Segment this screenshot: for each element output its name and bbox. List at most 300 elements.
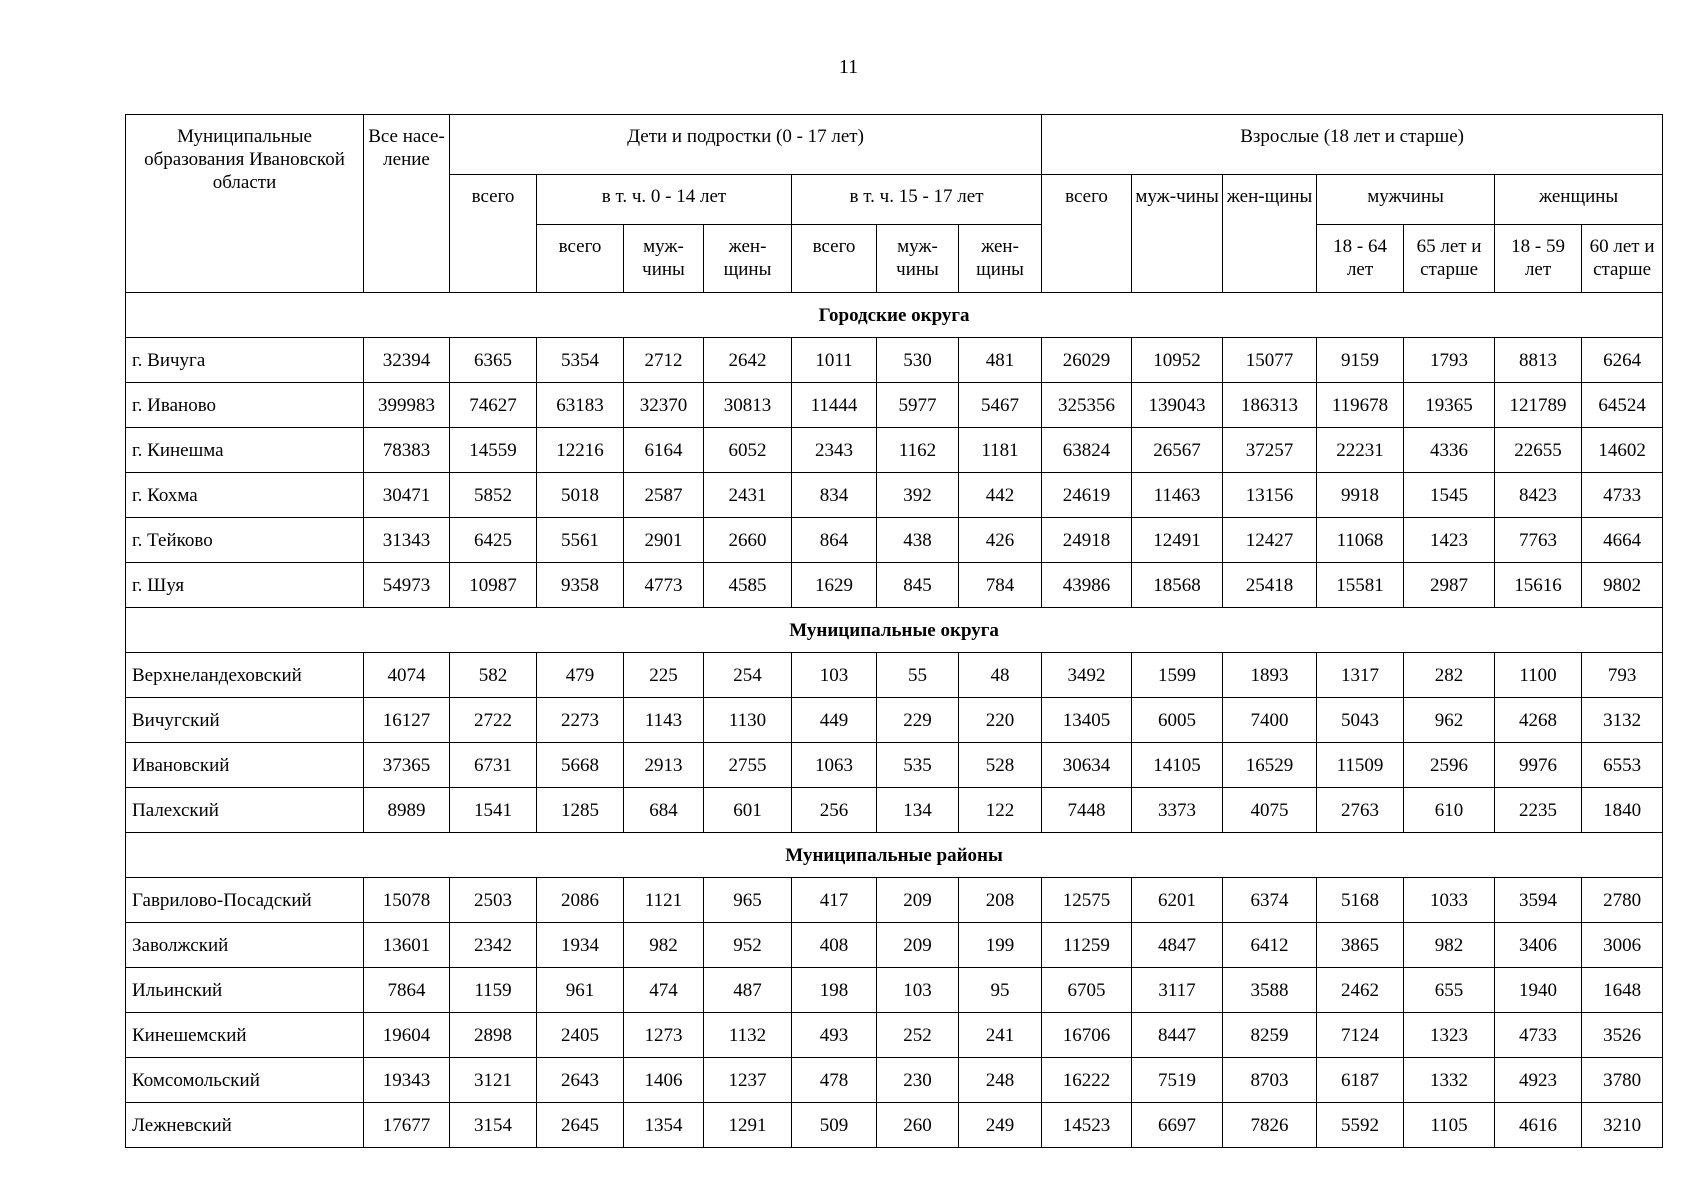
table-cell: 7400 <box>1223 698 1317 743</box>
municipality-name: Вичугский <box>126 698 364 743</box>
table-cell: 962 <box>1404 698 1495 743</box>
table-cell: 14523 <box>1042 1103 1132 1148</box>
table-cell: 2987 <box>1404 563 1495 608</box>
municipality-name: г. Кинешма <box>126 428 364 473</box>
table-cell: 4075 <box>1223 788 1317 833</box>
table-cell: 10952 <box>1132 338 1223 383</box>
table-cell: 9159 <box>1317 338 1404 383</box>
table-cell: 6005 <box>1132 698 1223 743</box>
table-cell: 1011 <box>792 338 877 383</box>
table-cell: 30634 <box>1042 743 1132 788</box>
table-row <box>126 563 1663 608</box>
table-row <box>126 1058 1663 1103</box>
table-cell: 2235 <box>1495 788 1582 833</box>
table-cell: 1934 <box>537 923 624 968</box>
table-cell: 12216 <box>537 428 624 473</box>
municipality-name: Кинешемский <box>126 1013 364 1058</box>
table-cell: 2587 <box>624 473 704 518</box>
table-cell: 95 <box>959 968 1042 1013</box>
table-cell: 5592 <box>1317 1103 1404 1148</box>
table-cell: 2343 <box>792 428 877 473</box>
table-cell: 14105 <box>1132 743 1223 788</box>
table-cell: 7763 <box>1495 518 1582 563</box>
table-cell: 6553 <box>1582 743 1663 788</box>
table-cell: 24619 <box>1042 473 1132 518</box>
table-row <box>126 968 1663 1013</box>
table-cell: 3154 <box>450 1103 537 1148</box>
table-row <box>126 743 1663 788</box>
table-cell: 4074 <box>364 653 450 698</box>
table-cell: 793 <box>1582 653 1663 698</box>
table-cell: 5168 <box>1317 878 1404 923</box>
table-cell: 24918 <box>1042 518 1132 563</box>
table-cell: 2763 <box>1317 788 1404 833</box>
table-cell: 14559 <box>450 428 537 473</box>
table-cell: 535 <box>877 743 959 788</box>
table-cell: 248 <box>959 1058 1042 1103</box>
table-cell: 4336 <box>1404 428 1495 473</box>
table-cell: 1143 <box>624 698 704 743</box>
table-row <box>126 428 1663 473</box>
table-cell: 6365 <box>450 338 537 383</box>
table-row <box>126 473 1663 518</box>
table-cell: 241 <box>959 1013 1042 1058</box>
table-cell: 961 <box>537 968 624 1013</box>
municipality-name: г. Иваново <box>126 383 364 428</box>
table-cell: 17677 <box>364 1103 450 1148</box>
header-adults-men: муж-чины <box>1132 175 1223 293</box>
table-cell: 474 <box>624 968 704 1013</box>
table-cell: 12491 <box>1132 518 1223 563</box>
header-women-60-plus: 60 лет и старше <box>1582 225 1663 293</box>
table-cell: 8423 <box>1495 473 1582 518</box>
table-cell: 325356 <box>1042 383 1132 428</box>
table-row <box>126 518 1663 563</box>
table-cell: 6697 <box>1132 1103 1223 1148</box>
header-0-14-total: всего <box>537 225 624 293</box>
table-row <box>126 653 1663 698</box>
table-cell: 1332 <box>1404 1058 1495 1103</box>
table-cell: 6052 <box>704 428 792 473</box>
table-cell: 655 <box>1404 968 1495 1013</box>
table-cell: 78383 <box>364 428 450 473</box>
table-cell: 6425 <box>450 518 537 563</box>
table-cell: 5668 <box>537 743 624 788</box>
table-cell: 1121 <box>624 878 704 923</box>
table-cell: 2901 <box>624 518 704 563</box>
table-cell: 16706 <box>1042 1013 1132 1058</box>
table-cell: 16529 <box>1223 743 1317 788</box>
table-cell: 4664 <box>1582 518 1663 563</box>
header-15-17-men: муж-чины <box>877 225 959 293</box>
table-cell: 15581 <box>1317 563 1404 608</box>
table-cell: 11509 <box>1317 743 1404 788</box>
table-cell: 9802 <box>1582 563 1663 608</box>
table-cell: 8259 <box>1223 1013 1317 1058</box>
table-cell: 2273 <box>537 698 624 743</box>
table-cell: 11068 <box>1317 518 1404 563</box>
section-row <box>126 293 1663 338</box>
table-cell: 22655 <box>1495 428 1582 473</box>
table-row <box>126 923 1663 968</box>
header-men-18-64: 18 - 64 лет <box>1317 225 1404 293</box>
table-cell: 582 <box>450 653 537 698</box>
table-cell: 64524 <box>1582 383 1663 428</box>
table-cell: 1840 <box>1582 788 1663 833</box>
table-cell: 30471 <box>364 473 450 518</box>
table-cell: 3865 <box>1317 923 1404 968</box>
header-15-17-women: жен-щины <box>959 225 1042 293</box>
section-title: Муниципальные округа <box>126 608 1663 653</box>
table-cell: 13601 <box>364 923 450 968</box>
table-cell: 198 <box>792 968 877 1013</box>
municipality-name: Заволжский <box>126 923 364 968</box>
table-cell: 32370 <box>624 383 704 428</box>
table-cell: 48 <box>959 653 1042 698</box>
table-cell: 845 <box>877 563 959 608</box>
table-cell: 1273 <box>624 1013 704 1058</box>
table-cell: 530 <box>877 338 959 383</box>
table-cell: 1291 <box>704 1103 792 1148</box>
table-cell: 3406 <box>1495 923 1582 968</box>
municipality-name: Палехский <box>126 788 364 833</box>
table-cell: 31343 <box>364 518 450 563</box>
table-cell: 8447 <box>1132 1013 1223 1058</box>
table-cell: 19604 <box>364 1013 450 1058</box>
table-cell: 5354 <box>537 338 624 383</box>
table-cell: 37257 <box>1223 428 1317 473</box>
table-cell: 249 <box>959 1103 1042 1148</box>
table-cell: 9918 <box>1317 473 1404 518</box>
header-adults-total: всего <box>1042 175 1132 293</box>
table-cell: 2431 <box>704 473 792 518</box>
table-cell: 4733 <box>1495 1013 1582 1058</box>
table-cell: 19365 <box>1404 383 1495 428</box>
table-cell: 230 <box>877 1058 959 1103</box>
table-cell: 1940 <box>1495 968 1582 1013</box>
table-cell: 4923 <box>1495 1058 1582 1103</box>
table-cell: 864 <box>792 518 877 563</box>
table-cell: 1237 <box>704 1058 792 1103</box>
table-cell: 13156 <box>1223 473 1317 518</box>
section-title: Городские округа <box>126 293 1663 338</box>
table-cell: 1406 <box>624 1058 704 1103</box>
table-cell: 5043 <box>1317 698 1404 743</box>
municipality-name: г. Шуя <box>126 563 364 608</box>
header-0-14-women: жен-щины <box>704 225 792 293</box>
table-cell: 15616 <box>1495 563 1582 608</box>
table-cell: 11259 <box>1042 923 1132 968</box>
table-cell: 2342 <box>450 923 537 968</box>
table-cell: 1285 <box>537 788 624 833</box>
table-cell: 952 <box>704 923 792 968</box>
table-cell: 139043 <box>1132 383 1223 428</box>
header-women-group: женщины <box>1495 175 1663 225</box>
table-cell: 121789 <box>1495 383 1582 428</box>
header-men-65-plus: 65 лет и старше <box>1404 225 1495 293</box>
table-cell: 6412 <box>1223 923 1317 968</box>
table-cell: 493 <box>792 1013 877 1058</box>
table-cell: 1354 <box>624 1103 704 1148</box>
table-cell: 1629 <box>792 563 877 608</box>
table-cell: 1181 <box>959 428 1042 473</box>
table-cell: 220 <box>959 698 1042 743</box>
header-age-0-14: в т. ч. 0 - 14 лет <box>537 175 792 225</box>
table-cell: 15077 <box>1223 338 1317 383</box>
header-age-15-17: в т. ч. 15 - 17 лет <box>792 175 1042 225</box>
table-cell: 528 <box>959 743 1042 788</box>
municipality-name: г. Тейково <box>126 518 364 563</box>
header-15-17-total: всего <box>792 225 877 293</box>
table-cell: 209 <box>877 878 959 923</box>
table-cell: 119678 <box>1317 383 1404 428</box>
table-cell: 37365 <box>364 743 450 788</box>
municipality-name: Комсомольский <box>126 1058 364 1103</box>
table-cell: 6731 <box>450 743 537 788</box>
table-cell: 684 <box>624 788 704 833</box>
table-cell: 5467 <box>959 383 1042 428</box>
table-cell: 1793 <box>1404 338 1495 383</box>
table-cell: 260 <box>877 1103 959 1148</box>
table-cell: 15078 <box>364 878 450 923</box>
table-cell: 11463 <box>1132 473 1223 518</box>
table-cell: 1132 <box>704 1013 792 1058</box>
table-cell: 1105 <box>1404 1103 1495 1148</box>
table-cell: 3210 <box>1582 1103 1663 1148</box>
page-number: 11 <box>838 56 859 78</box>
table-cell: 442 <box>959 473 1042 518</box>
table-cell: 5018 <box>537 473 624 518</box>
table-cell: 399983 <box>364 383 450 428</box>
table-cell: 3594 <box>1495 878 1582 923</box>
table-cell: 7124 <box>1317 1013 1404 1058</box>
table-cell: 2645 <box>537 1103 624 1148</box>
table-cell: 6705 <box>1042 968 1132 1013</box>
table-cell: 134 <box>877 788 959 833</box>
table-cell: 9358 <box>537 563 624 608</box>
table-cell: 982 <box>624 923 704 968</box>
table-cell: 252 <box>877 1013 959 1058</box>
table-cell: 63183 <box>537 383 624 428</box>
table-cell: 6264 <box>1582 338 1663 383</box>
table-cell: 784 <box>959 563 1042 608</box>
table-row <box>126 1013 1663 1058</box>
table-cell: 426 <box>959 518 1042 563</box>
municipality-name: Гаврилово-Посадский <box>126 878 364 923</box>
table-cell: 2643 <box>537 1058 624 1103</box>
table-cell: 392 <box>877 473 959 518</box>
table-row <box>126 383 1663 428</box>
table-cell: 1545 <box>1404 473 1495 518</box>
table-cell: 282 <box>1404 653 1495 698</box>
municipality-name: г. Кохма <box>126 473 364 518</box>
header-total-population: Все насе-ление <box>364 115 450 293</box>
table-cell: 25418 <box>1223 563 1317 608</box>
table-cell: 2642 <box>704 338 792 383</box>
table-cell: 449 <box>792 698 877 743</box>
table-cell: 5561 <box>537 518 624 563</box>
table-cell: 1599 <box>1132 653 1223 698</box>
table-cell: 610 <box>1404 788 1495 833</box>
table-cell: 13405 <box>1042 698 1132 743</box>
table-cell: 4847 <box>1132 923 1223 968</box>
table-cell: 2722 <box>450 698 537 743</box>
table-cell: 18568 <box>1132 563 1223 608</box>
table-cell: 208 <box>959 878 1042 923</box>
header-children-total: всего <box>450 175 537 293</box>
table-cell: 478 <box>792 1058 877 1103</box>
header-adults-women: жен-щины <box>1223 175 1317 293</box>
table-cell: 417 <box>792 878 877 923</box>
table-cell: 982 <box>1404 923 1495 968</box>
table-cell: 63824 <box>1042 428 1132 473</box>
table-cell: 225 <box>624 653 704 698</box>
table-cell: 1159 <box>450 968 537 1013</box>
table-cell: 7519 <box>1132 1058 1223 1103</box>
table-cell: 3588 <box>1223 968 1317 1013</box>
table-cell: 3780 <box>1582 1058 1663 1103</box>
table-cell: 32394 <box>364 338 450 383</box>
table-cell: 74627 <box>450 383 537 428</box>
table-row <box>126 338 1663 383</box>
table-cell: 9976 <box>1495 743 1582 788</box>
header-children-group: Дети и подростки (0 - 17 лет) <box>450 115 1042 175</box>
header-adults-group: Взрослые (18 лет и старше) <box>1042 115 1663 175</box>
table-cell: 481 <box>959 338 1042 383</box>
section-row <box>126 833 1663 878</box>
header-0-14-men: муж-чины <box>624 225 704 293</box>
table-cell: 1162 <box>877 428 959 473</box>
table-cell: 1423 <box>1404 518 1495 563</box>
table-cell: 2503 <box>450 878 537 923</box>
table-cell: 7826 <box>1223 1103 1317 1148</box>
table-cell: 3492 <box>1042 653 1132 698</box>
table-cell: 2780 <box>1582 878 1663 923</box>
table-cell: 2913 <box>624 743 704 788</box>
municipality-name: Ильинский <box>126 968 364 1013</box>
table-cell: 26029 <box>1042 338 1132 383</box>
table-cell: 12427 <box>1223 518 1317 563</box>
table-cell: 3526 <box>1582 1013 1663 1058</box>
table-cell: 1893 <box>1223 653 1317 698</box>
table-row <box>126 1103 1663 1148</box>
header-women-18-59: 18 - 59 лет <box>1495 225 1582 293</box>
table-cell: 834 <box>792 473 877 518</box>
table-cell: 3006 <box>1582 923 1663 968</box>
table-cell: 6201 <box>1132 878 1223 923</box>
table-cell: 4773 <box>624 563 704 608</box>
municipality-name: Верхнеландеховский <box>126 653 364 698</box>
population-table <box>125 114 1663 1148</box>
table-cell: 1130 <box>704 698 792 743</box>
table-cell: 2755 <box>704 743 792 788</box>
table-header <box>126 115 1663 293</box>
table-cell: 1100 <box>1495 653 1582 698</box>
table-cell: 6187 <box>1317 1058 1404 1103</box>
table-cell: 7864 <box>364 968 450 1013</box>
table-cell: 10987 <box>450 563 537 608</box>
table-cell: 26567 <box>1132 428 1223 473</box>
table-cell: 5977 <box>877 383 959 428</box>
table-cell: 103 <box>877 968 959 1013</box>
table-cell: 122 <box>959 788 1042 833</box>
header-municipality: Муниципальные образования Ивановской области <box>126 115 364 293</box>
table-cell: 8989 <box>364 788 450 833</box>
table-cell: 199 <box>959 923 1042 968</box>
table-cell: 14602 <box>1582 428 1663 473</box>
table-cell: 3373 <box>1132 788 1223 833</box>
table-cell: 3121 <box>450 1058 537 1103</box>
table-cell: 55 <box>877 653 959 698</box>
table-cell: 11444 <box>792 383 877 428</box>
table-cell: 2712 <box>624 338 704 383</box>
header-men-group: мужчины <box>1317 175 1495 225</box>
table-cell: 1063 <box>792 743 877 788</box>
table-cell: 8813 <box>1495 338 1582 383</box>
table-cell: 256 <box>792 788 877 833</box>
table-cell: 186313 <box>1223 383 1317 428</box>
table-cell: 2898 <box>450 1013 537 1058</box>
table-cell: 30813 <box>704 383 792 428</box>
table-row <box>126 878 1663 923</box>
table-cell: 16127 <box>364 698 450 743</box>
table-cell: 6374 <box>1223 878 1317 923</box>
table-cell: 438 <box>877 518 959 563</box>
table-cell: 4585 <box>704 563 792 608</box>
section-row <box>126 608 1663 653</box>
table-cell: 1648 <box>1582 968 1663 1013</box>
table-cell: 7448 <box>1042 788 1132 833</box>
table-cell: 3117 <box>1132 968 1223 1013</box>
table-cell: 3132 <box>1582 698 1663 743</box>
table-cell: 2462 <box>1317 968 1404 1013</box>
table-cell: 1033 <box>1404 878 1495 923</box>
table-cell: 2086 <box>537 878 624 923</box>
municipality-name: Ивановский <box>126 743 364 788</box>
table-cell: 2405 <box>537 1013 624 1058</box>
table-cell: 22231 <box>1317 428 1404 473</box>
table-cell: 8703 <box>1223 1058 1317 1103</box>
table-cell: 479 <box>537 653 624 698</box>
table-row <box>126 698 1663 743</box>
table-body <box>126 293 1663 1148</box>
table-cell: 601 <box>704 788 792 833</box>
table-cell: 1323 <box>1404 1013 1495 1058</box>
table-cell: 254 <box>704 653 792 698</box>
table-cell: 54973 <box>364 563 450 608</box>
section-title: Муниципальные районы <box>126 833 1663 878</box>
table-cell: 509 <box>792 1103 877 1148</box>
table-cell: 103 <box>792 653 877 698</box>
table-cell: 16222 <box>1042 1058 1132 1103</box>
table-cell: 6164 <box>624 428 704 473</box>
municipality-name: г. Вичуга <box>126 338 364 383</box>
table-row <box>126 788 1663 833</box>
table-cell: 209 <box>877 923 959 968</box>
table-cell: 965 <box>704 878 792 923</box>
table-cell: 1317 <box>1317 653 1404 698</box>
table-cell: 12575 <box>1042 878 1132 923</box>
table-cell: 487 <box>704 968 792 1013</box>
table-cell: 4733 <box>1582 473 1663 518</box>
table-cell: 19343 <box>364 1058 450 1103</box>
table-cell: 408 <box>792 923 877 968</box>
table-cell: 1541 <box>450 788 537 833</box>
table-cell: 4616 <box>1495 1103 1582 1148</box>
municipality-name: Лежневский <box>126 1103 364 1148</box>
table-cell: 5852 <box>450 473 537 518</box>
table-cell: 4268 <box>1495 698 1582 743</box>
